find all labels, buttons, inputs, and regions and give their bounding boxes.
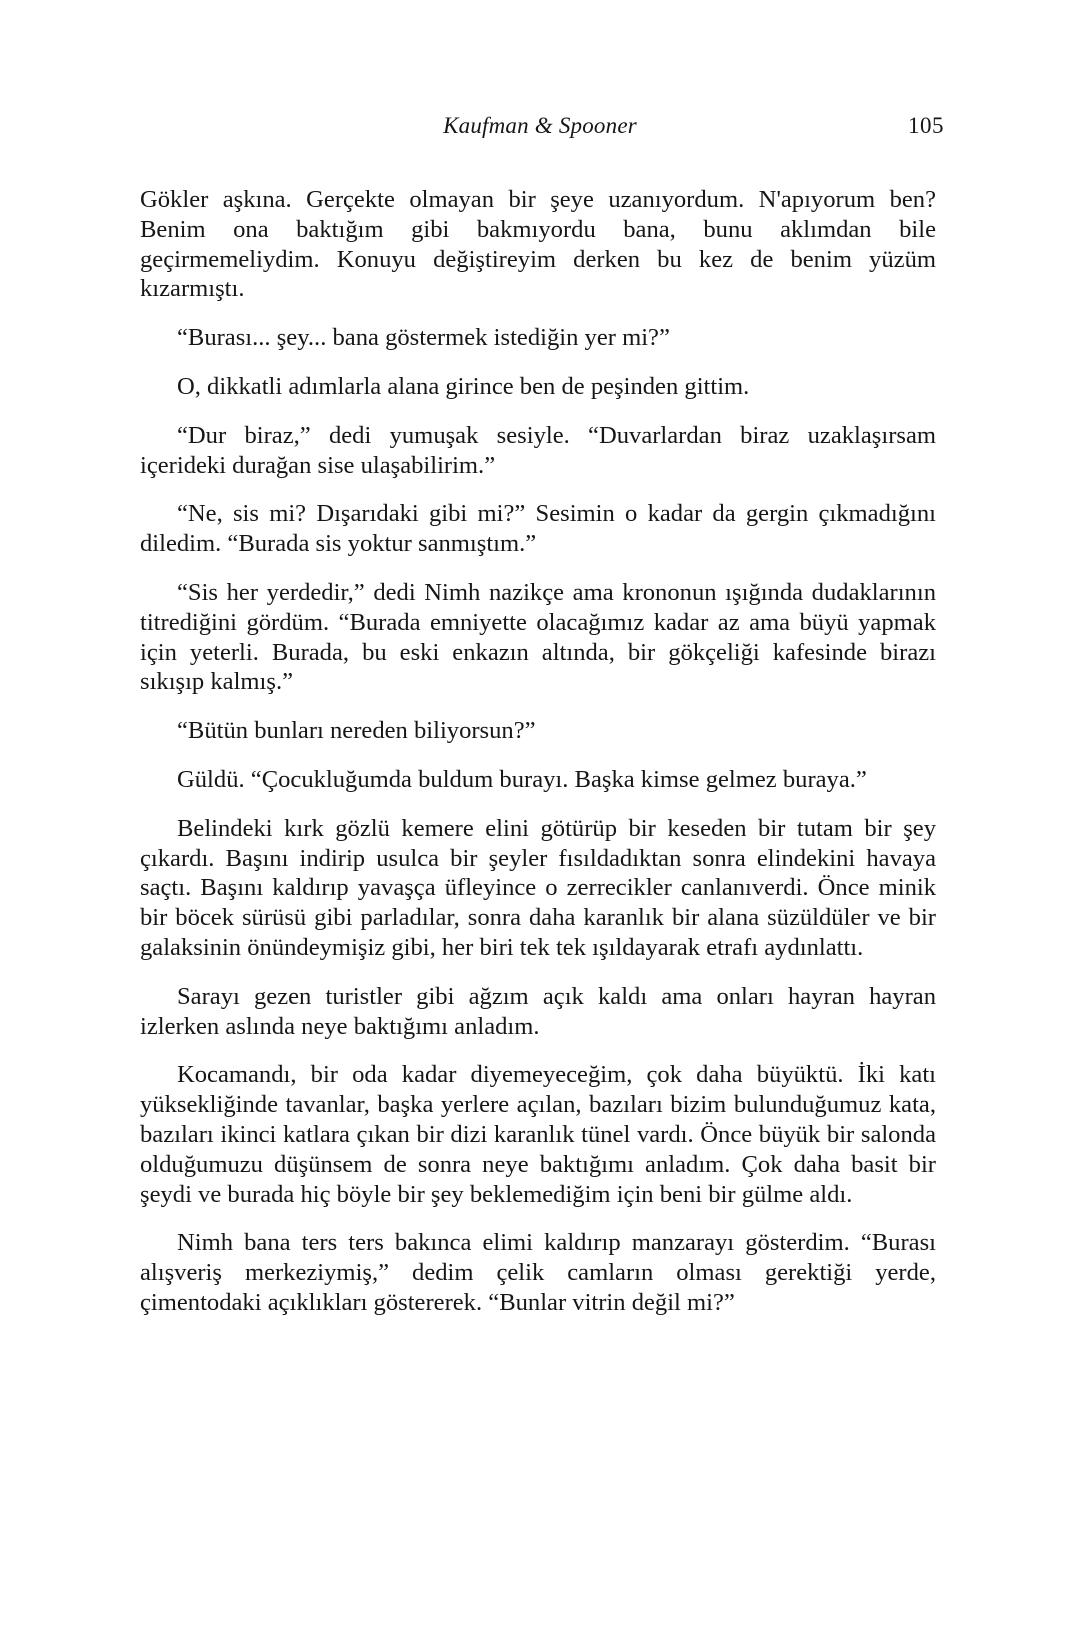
paragraph: “Burası... şey... bana göstermek istediğin yer mi?” bbox=[177, 324, 670, 352]
paragraph: Güldü. “Çocukluğumda buldum burayı. Başka kimse gelmez buraya.” bbox=[177, 765, 867, 793]
paragraph: “Bütün bunları nereden biliyorsun?” bbox=[177, 717, 536, 745]
paragraph: Sarayı gezen turistler gibi ağzım açık kaldı ama onları hayran hayran izlerken aslında neye baktığımı anladım. bbox=[140, 982, 936, 1040]
paragraph: Nimh bana ters ters bakınca elimi kaldırıp manzarayı gösterdim. “Burası alışveriş merkeziymiş,” dedim çelik camların olması gerektiği yerde, çimentodaki açıklıkları göstererek. “Bunlar vitrin değil mi?” bbox=[140, 1229, 936, 1316]
paragraph: “Dur biraz,” dedi yumuşak sesiyle. “Duvarlardan biraz uzaklaşırsam içerideki durağan sise ulaşabilirim.” bbox=[140, 421, 936, 479]
paragraph: Belindeki kırk gözlü kemere elini götürüp bir keseden bir tutam bir şey çıkardı. Başını indirip usulca bir şeyler fısıldadıktan sonra elindekini havaya saçtı. Başını kaldırıp yavaşça üfleyince o zerrecikler canlanıverdi. Önce minik bir böcek sürüsü gibi parladılar, sonra daha karanlık bir alana süzüldüler ve bir galaksinin önündeymişiz gibi, her biri tek tek ışıldayarak etrafı aydınlattı. bbox=[140, 814, 936, 961]
running-title: Kaufman & Spooner bbox=[443, 113, 637, 138]
body-text bbox=[140, 185, 936, 1337]
paragraph: Gökler aşkına. Gerçekte olmayan bir şeye uzanıyordum. N'apıyorum ben? Benim ona baktığım gibi bakmıyordu bana, bunu aklımdan bile geçirmemeliydim. Konuyu değiştireyim derken bu kez de benim yüzüm kızarmıştı. bbox=[140, 186, 936, 303]
paragraph: “Sis her yerdedir,” dedi Nimh nazikçe ama krononun ışığında dudaklarının titrediğini gördüm. “Burada emniyette olacağımız kadar az ama büyü yapmak için yeterli. Burada, bu eski enkazın altında, bir gökçeliği kafesinde birazı sıkışıp kalmış.” bbox=[140, 578, 936, 696]
page-number: 105 bbox=[908, 113, 944, 138]
paragraph: “Ne, sis mi? Dışarıdaki gibi mi?” Sesimin o kadar da gergin çıkmadığını diledim. “Burada sis yoktur sanmıştım.” bbox=[140, 500, 936, 558]
paragraph: O, dikkatli adımlarla alana girince ben de peşinden gittim. bbox=[177, 372, 750, 400]
running-header bbox=[0, 113, 1080, 153]
paragraph: Kocamandı, bir oda kadar diyemeyeceğim, çok daha büyüktü. İki katı yüksekliğinde tavanlar, başka yerlere açılan, bazıları bizim bulunduğumuz kata, bazıları ikinci katlara çıkan bir dizi karanlık tünel vardı. Önce büyük bir salonda olduğumuzu düşünsem de sonra neye baktığımı anladım. Çok daha basit bir şeydi ve burada hiç böyle bir şey beklemediğim için beni bir gülme aldı. bbox=[140, 1061, 936, 1208]
